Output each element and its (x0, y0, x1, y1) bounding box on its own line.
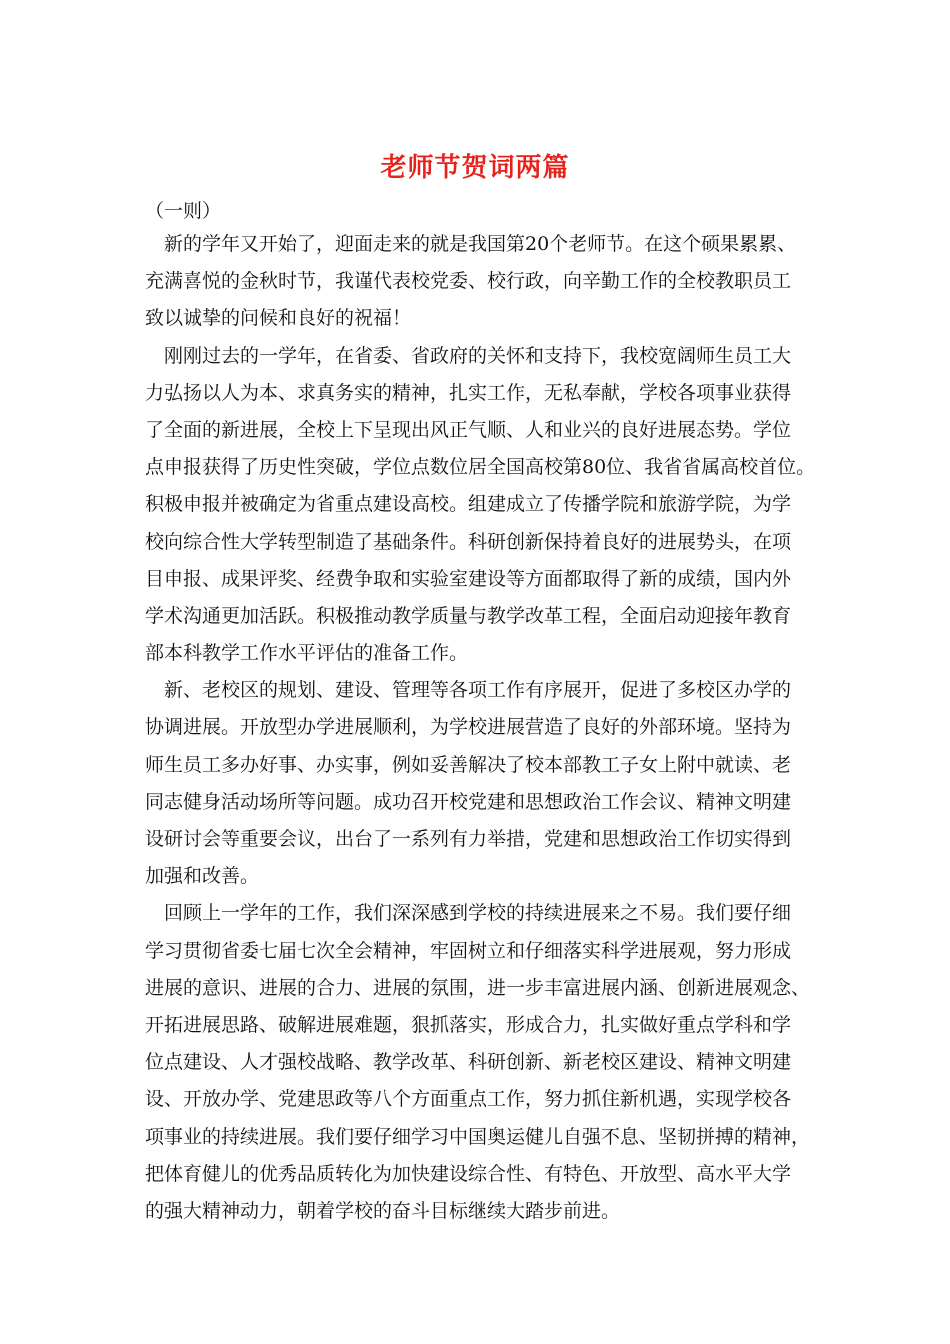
document-subtitle: （一则） (145, 200, 222, 222)
document-body (145, 226, 825, 1230)
paragraph-line: 学术沟通更加活跃。积极推动教学质量与教学改革工程，全面启动迎接年教育 (145, 604, 792, 627)
paragraph-line: 的强大精神动力，朝着学校的奋斗目标继续大踏步前进。 (145, 1199, 621, 1222)
paragraph-line: 加强和改善。 (145, 865, 260, 888)
paragraph-line: 设研讨会等重要会议，出台了一系列有力举措，党建和思想政治工作切实得到 (145, 828, 792, 850)
paragraph-line: 新的学年又开始了，迎面走来的就是我国第20个老师节。在这个硕果累累、 (164, 233, 797, 255)
paragraph-line: 点申报获得了历史性突破，学位点数位居全国高校第80位、我省省属高校首位。 (145, 456, 816, 479)
document-title: 老师节贺词两篇 (380, 153, 570, 183)
paragraph-line: 回顾上一学年的工作，我们深深感到学校的持续进展来之不易。我们要仔细 (164, 902, 792, 925)
paragraph-line: 校向综合性大学转型制造了基础条件。科研创新保持着良好的进展势头，在项 (145, 530, 792, 553)
paragraph (145, 895, 825, 1230)
paragraph-line: 设、开放办学、党建思政等八个方面重点工作，努力抓住新机遇，实现学校各 (145, 1088, 792, 1111)
paragraph-line: 位点建设、人才强校战略、教学改革、科研创新、新老校区建设、精神文明建 (145, 1051, 792, 1074)
paragraph-line: 致以诚挚的问候和良好的祝福！ (145, 307, 412, 330)
paragraph-line: 开拓进展思路、破解进展难题，狠抓落实，形成合力，扎实做好重点学科和学 (145, 1013, 792, 1036)
paragraph-line: 新、老校区的规划、建设、管理等各项工作有序展开，促进了多校区办学的 (164, 679, 792, 702)
paragraph-line: 同志健身活动场所等问题。成功召开校党建和思想政治工作会议、精神文明建 (145, 790, 792, 813)
paragraph-line: 师生员工多办好事、办实事，例如妥善解决了校本部教工子女上附中就读、老 (145, 753, 792, 776)
paragraph-line: 了全面的新进展，全校上下呈现出风正气顺、人和业兴的良好进展态势。学位 (145, 418, 792, 441)
paragraph (145, 338, 825, 673)
paragraph-line: 充满喜悦的金秋时节，我谨代表校党委、校行政，向辛勤工作的全校教职员工 (145, 270, 792, 293)
paragraph-line: 项事业的持续进展。我们要仔细学习中国奥运健儿自强不息、坚韧拼搏的精神， (145, 1125, 811, 1148)
paragraph-line: 部本科教学工作水平评估的准备工作。 (145, 642, 469, 665)
paragraph-line: 积极申报并被确定为省重点建设高校。组建成立了传播学院和旅游学院，为学 (145, 493, 792, 516)
paragraph-line: 目申报、成果评奖、经费争取和实验室建设等方面都取得了新的成绩，国内外 (145, 567, 792, 590)
paragraph-line: 学习贯彻省委七届七次全会精神，牢固树立和仔细落实科学进展观，努力形成 (145, 939, 792, 962)
paragraph-line: 把体育健儿的优秀品质转化为加快建设综合性、有特色、开放型、高水平大学 (145, 1162, 792, 1185)
paragraph (145, 672, 825, 895)
paragraph (145, 226, 825, 338)
paragraph-line: 协调进展。开放型办学进展顺利，为学校进展营造了良好的外部环境。坚持为 (145, 716, 792, 739)
paragraph-line: 进展的意识、进展的合力、进展的氛围，进一步丰富进展内涵、创新进展观念、 (145, 976, 811, 999)
paragraph-line: 力弘扬以人为本、求真务实的精神，扎实工作，无私奉献，学校各项事业获得 (145, 381, 792, 404)
paragraph-line: 刚刚过去的一学年，在省委、省政府的关怀和支持下，我校宽阔师生员工大 (164, 344, 792, 367)
